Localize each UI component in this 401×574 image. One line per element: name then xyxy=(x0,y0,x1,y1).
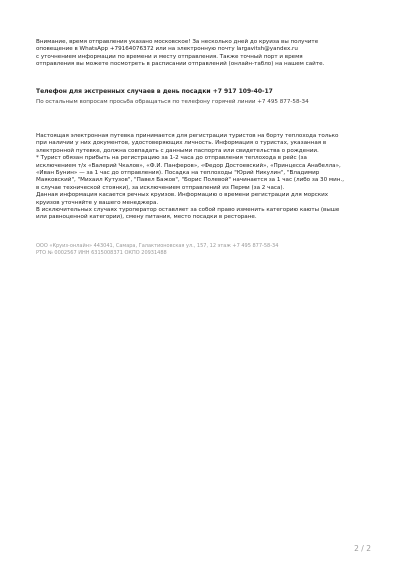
company-footer xyxy=(36,243,376,257)
notice-line: с уточнением информации по времени и месту отправления. Также точный порт и время xyxy=(36,53,303,60)
notice-line: отправления вы можете посмотреть в расписании отправлений (онлайн-табло) на нашем сайте. xyxy=(36,61,325,68)
footer-line: ООО «Круиз-онлайн» 443041, Самара, Галактионовская ул., 157, 12 этаж +7 495 877-58-34 xyxy=(36,243,279,249)
terms-line: электронной путевке, должна совпадать с данными паспорта или свидетельства о рождении. xyxy=(36,147,319,154)
terms-line: В исключительных случаях туроператор оставляет за собой право изменить категорию каюты (выше xyxy=(36,207,340,214)
terms-line: Настоящая электронная путевка принимается для регистрации туристов на борту теплохода только xyxy=(36,133,339,139)
terms-line: * Турист обязан прибыть на регистрацию за 1-2 часа до отправления теплохода в рейс (за xyxy=(36,155,307,162)
terms-line: круизов уточняйте у вашего менеджера. xyxy=(36,199,159,206)
terms-line: Маяковский", "Михаил Кутузов", "Павел Бажов", "Борис Полевой" начинается за 1 час (либо за 30 мин., xyxy=(36,177,345,184)
notice-line: оповещение в WhatsApp +79164076372 или на электронную почту largavitsh@yandex.ru xyxy=(36,46,298,53)
departure-time-notice xyxy=(36,39,376,69)
footer-line: РТО № 0002567 ИНН 6315008371 ОКПО 20931488 xyxy=(36,250,167,256)
terms-line: в случае технической стоянки), за исключением отправлений из Перми (за 2 часа). xyxy=(36,184,285,191)
emergency-contacts xyxy=(36,88,376,107)
voucher-terms xyxy=(36,133,376,222)
terms-line: исключением т/х «Валерий Чкалов», «Ф.И. Панферов», «Федор Достоевский», «Принцесса Анабелла», xyxy=(36,162,341,169)
notice-line: Внимание, время отправления указано московское! За несколько дней до круиза вы получите xyxy=(36,39,319,45)
page-number: 2 / 2 xyxy=(354,544,371,553)
terms-line: при наличии у них документов, удостоверяющих личность. Информация о туристах, указанная в xyxy=(36,140,327,147)
terms-line: или равноценной категории), смену питания, место посадки в ресторане. xyxy=(36,214,257,221)
hotline-line: По остальным вопросам просьба обращаться по телефону горячей линии +7 495 877-58-34 xyxy=(36,99,309,106)
emergency-phone-line: Телефон для экстренных случаев в день посадки +7 917 109-40-17 xyxy=(36,88,273,95)
terms-line: «Иван Бунин» — за 1 час до отправления). Посадка на теплоходы "Юрий Никулин", "Владимир xyxy=(36,170,320,177)
terms-line: Данная информация касается речных круизов. Информацию о времени регистрации для морских xyxy=(36,192,329,199)
